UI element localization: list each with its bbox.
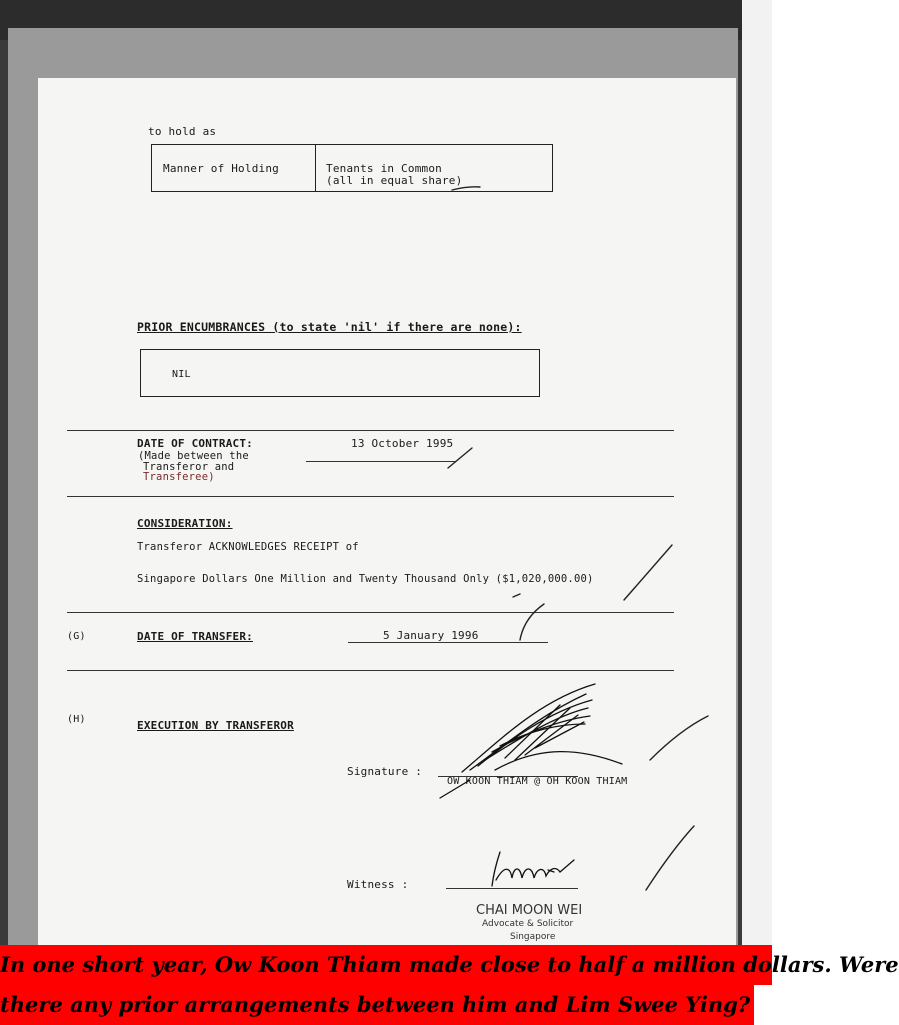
- contract-note-3: Transferee): [143, 471, 215, 483]
- consideration-line2: Singapore Dollars One Million and Twenty Thousand Only ($1,020,000.00): [137, 573, 594, 585]
- pen-stroke-1: [624, 545, 672, 600]
- marker-h: (H): [67, 714, 86, 725]
- pen-stroke-2: [520, 604, 544, 640]
- marker-g: (G): [67, 631, 86, 642]
- witness-signature-icon: [492, 852, 574, 886]
- pen-tick-1: [452, 187, 480, 190]
- pen-stroke-4: [646, 826, 694, 890]
- caption-line-1: In one short year, Ow Koon Thiam made close to half a million dollars. Were: [0, 945, 772, 985]
- stamp-title: Advocate & Solicitor: [482, 919, 574, 929]
- pen-dot: [513, 594, 520, 597]
- signature-label: Signature :: [347, 765, 423, 778]
- execution-heading: EXECUTION BY TRANSFEROR: [137, 719, 294, 732]
- caption-line-2: there any prior arrangements between him and Lim Swee Ying?: [0, 985, 754, 1025]
- pen-tick-2: [448, 448, 472, 468]
- prior-encumbrances-heading: PRIOR ENCUMBRANCES (to state 'nil' if there are none):: [137, 320, 522, 334]
- date-of-transfer-heading: DATE OF TRANSFER:: [137, 630, 253, 643]
- to-hold-as-text: to hold as: [148, 125, 217, 138]
- stamp-name: CHAI MOON WEI: [476, 903, 583, 918]
- contract-note-2: Transferor and: [143, 461, 235, 473]
- consideration-line1: Transferor ACKNOWLEDGES RECEIPT of: [137, 541, 359, 553]
- stamp-place: Singapore: [510, 932, 556, 942]
- contract-note-1: (Made between the: [138, 450, 249, 462]
- prior-encumbrances-value: NIL: [172, 369, 191, 380]
- contract-date: 13 October 1995: [351, 437, 454, 450]
- pen-stroke-3: [650, 716, 708, 760]
- witness-label: Witness :: [347, 878, 409, 891]
- manner-value-line1: Tenants in Common: [326, 162, 442, 175]
- consideration-heading: CONSIDERATION:: [137, 517, 233, 530]
- signatory-name: OW KOON THIAM @ OH KOON THIAM: [447, 776, 628, 787]
- date-of-contract-heading: DATE OF CONTRACT:: [137, 437, 253, 450]
- transferor-signature-icon: [440, 684, 622, 798]
- transfer-date: 5 January 1996: [383, 629, 479, 642]
- manner-value-line2: (all in equal share): [326, 174, 463, 187]
- manner-label: Manner of Holding: [163, 162, 279, 175]
